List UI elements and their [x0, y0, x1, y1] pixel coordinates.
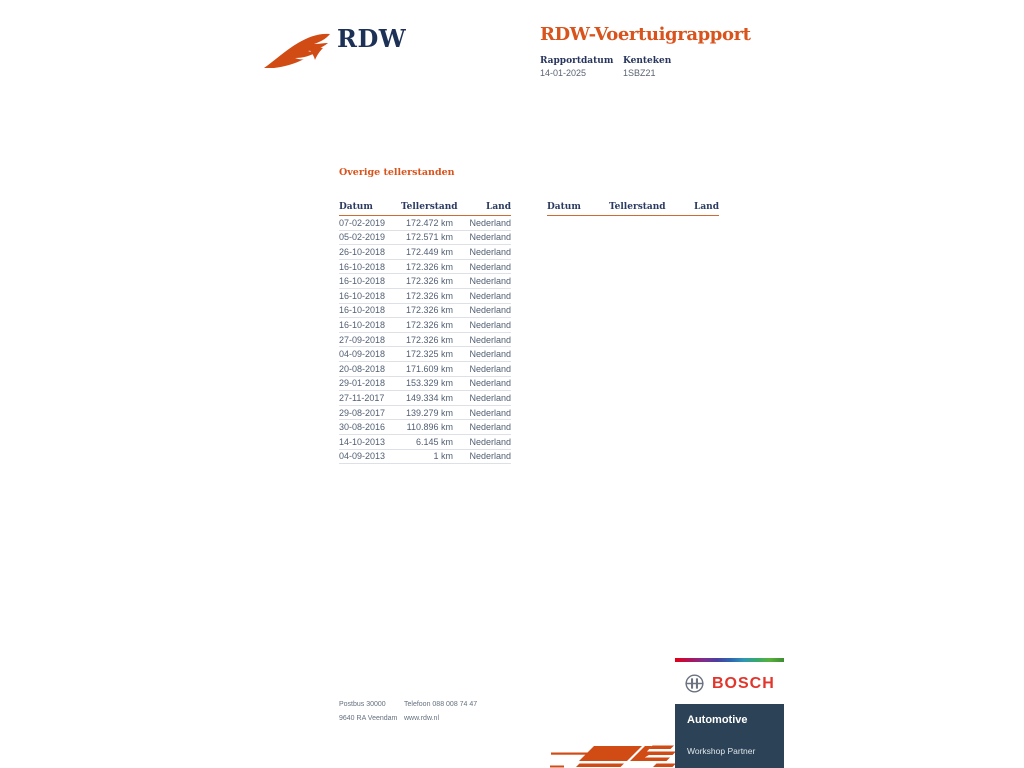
table-row — [339, 289, 511, 304]
footer-website: www.rdw.nl — [404, 715, 440, 722]
cell-land: Nederland — [469, 422, 511, 433]
footer-address-line1: Postbus 30000 — [339, 701, 386, 708]
cell-tellerstand: 172.326 km — [405, 261, 453, 272]
cell-land: Nederland — [469, 319, 511, 330]
cell-land: Nederland — [469, 378, 511, 389]
cell-tellerstand: 1 km — [433, 451, 453, 462]
cell-land: Nederland — [469, 349, 511, 360]
cell-tellerstand: 172.326 km — [405, 290, 453, 301]
column-header-tellerstand: Tellerstand — [401, 202, 458, 212]
cell-datum: 07-02-2019 — [339, 217, 386, 228]
bosch-supergraphic-stripe — [675, 658, 784, 662]
rdw-wordmark: RDW — [337, 24, 407, 53]
cell-datum: 30-08-2016 — [339, 422, 386, 433]
footer-phone: Telefoon 088 008 74 47 — [404, 701, 478, 708]
cell-land: Nederland — [469, 261, 511, 272]
odometer-table-right — [547, 202, 719, 216]
table-row — [339, 318, 511, 333]
cell-datum: 14-10-2013 — [339, 436, 386, 447]
cell-land: Nederland — [469, 407, 511, 418]
cell-datum: 16-10-2018 — [339, 290, 386, 301]
cell-tellerstand: 172.571 km — [405, 232, 453, 243]
odometer-table-left — [339, 202, 511, 464]
footer-address-line2: 9640 RA Veendam — [339, 715, 398, 722]
column-header-land: Land — [486, 202, 511, 212]
workshop-partner-label: Workshop Partner — [687, 746, 756, 756]
table-header-row — [547, 202, 719, 216]
automotive-label: Automotive — [687, 714, 748, 726]
cell-tellerstand: 172.472 km — [405, 217, 453, 228]
section-title-overige-tellerstanden: Overige tellerstanden — [339, 167, 455, 178]
cell-datum: 16-10-2018 — [339, 305, 386, 316]
cell-datum: 29-01-2018 — [339, 378, 386, 389]
table-row — [339, 347, 511, 362]
cell-datum: 20-08-2018 — [339, 363, 386, 374]
cell-datum: 26-10-2018 — [339, 246, 386, 257]
cell-datum: 16-10-2018 — [339, 319, 386, 330]
cell-tellerstand: 171.609 km — [405, 363, 453, 374]
cell-datum: 05-02-2019 — [339, 232, 386, 243]
cell-datum: 27-09-2018 — [339, 334, 386, 345]
license-plate-label: Kenteken — [623, 56, 672, 66]
cell-tellerstand: 172.325 km — [405, 349, 453, 360]
table-row — [339, 231, 511, 246]
cell-tellerstand: 139.279 km — [405, 407, 453, 418]
cell-datum: 16-10-2018 — [339, 276, 386, 287]
cell-land: Nederland — [469, 363, 511, 374]
cell-tellerstand: 172.326 km — [405, 305, 453, 316]
cell-tellerstand: 172.326 km — [405, 276, 453, 287]
cell-land: Nederland — [469, 436, 511, 447]
table-row — [339, 304, 511, 319]
cell-tellerstand: 149.334 km — [405, 392, 453, 403]
cell-land: Nederland — [469, 451, 511, 462]
license-plate-value: 1SBZ21 — [623, 68, 656, 78]
column-header-land: Land — [694, 202, 719, 212]
cell-tellerstand: 172.326 km — [405, 334, 453, 345]
table-row — [339, 377, 511, 392]
report-date-value: 14-01-2025 — [540, 68, 587, 78]
cell-land: Nederland — [469, 276, 511, 287]
rdw-wing-graphic — [550, 744, 676, 768]
cell-datum: 27-11-2017 — [339, 392, 385, 403]
table-row — [339, 260, 511, 275]
cell-land: Nederland — [469, 217, 511, 228]
rdw-bird-icon — [264, 33, 332, 70]
table-row — [339, 391, 511, 406]
cell-land: Nederland — [469, 334, 511, 345]
table-row — [339, 362, 511, 377]
cell-datum: 04-09-2013 — [339, 451, 386, 462]
column-header-tellerstand: Tellerstand — [609, 202, 666, 212]
table-row — [339, 406, 511, 421]
cell-datum: 04-09-2018 — [339, 349, 386, 360]
column-header-datum: Datum — [339, 202, 373, 212]
cell-land: Nederland — [469, 290, 511, 301]
cell-tellerstand: 172.326 km — [405, 319, 453, 330]
table-row — [339, 274, 511, 289]
cell-land: Nederland — [469, 246, 511, 257]
table-row — [339, 435, 511, 450]
table-row — [339, 216, 511, 231]
table-row — [339, 333, 511, 348]
bosch-anchor-icon — [685, 674, 704, 693]
cell-tellerstand: 172.449 km — [405, 246, 453, 257]
automotive-partner-panel — [675, 704, 784, 768]
table-row — [339, 245, 511, 260]
cell-datum: 16-10-2018 — [339, 261, 386, 272]
table-row — [339, 450, 511, 465]
column-header-datum: Datum — [547, 202, 581, 212]
report-date-label: Rapportdatum — [540, 56, 614, 66]
cell-datum: 29-08-2017 — [339, 407, 386, 418]
table-header-row — [339, 202, 511, 216]
cell-tellerstand: 110.896 km — [406, 422, 453, 433]
table-row — [339, 420, 511, 435]
report-title: RDW-Voertuigrapport — [540, 24, 751, 45]
cell-tellerstand: 6.145 km — [415, 436, 453, 447]
cell-land: Nederland — [469, 305, 511, 316]
cell-land: Nederland — [469, 232, 511, 243]
cell-tellerstand: 153.329 km — [405, 378, 453, 389]
cell-land: Nederland — [469, 392, 511, 403]
table-body — [339, 216, 511, 464]
bosch-wordmark: BOSCH — [712, 675, 775, 692]
